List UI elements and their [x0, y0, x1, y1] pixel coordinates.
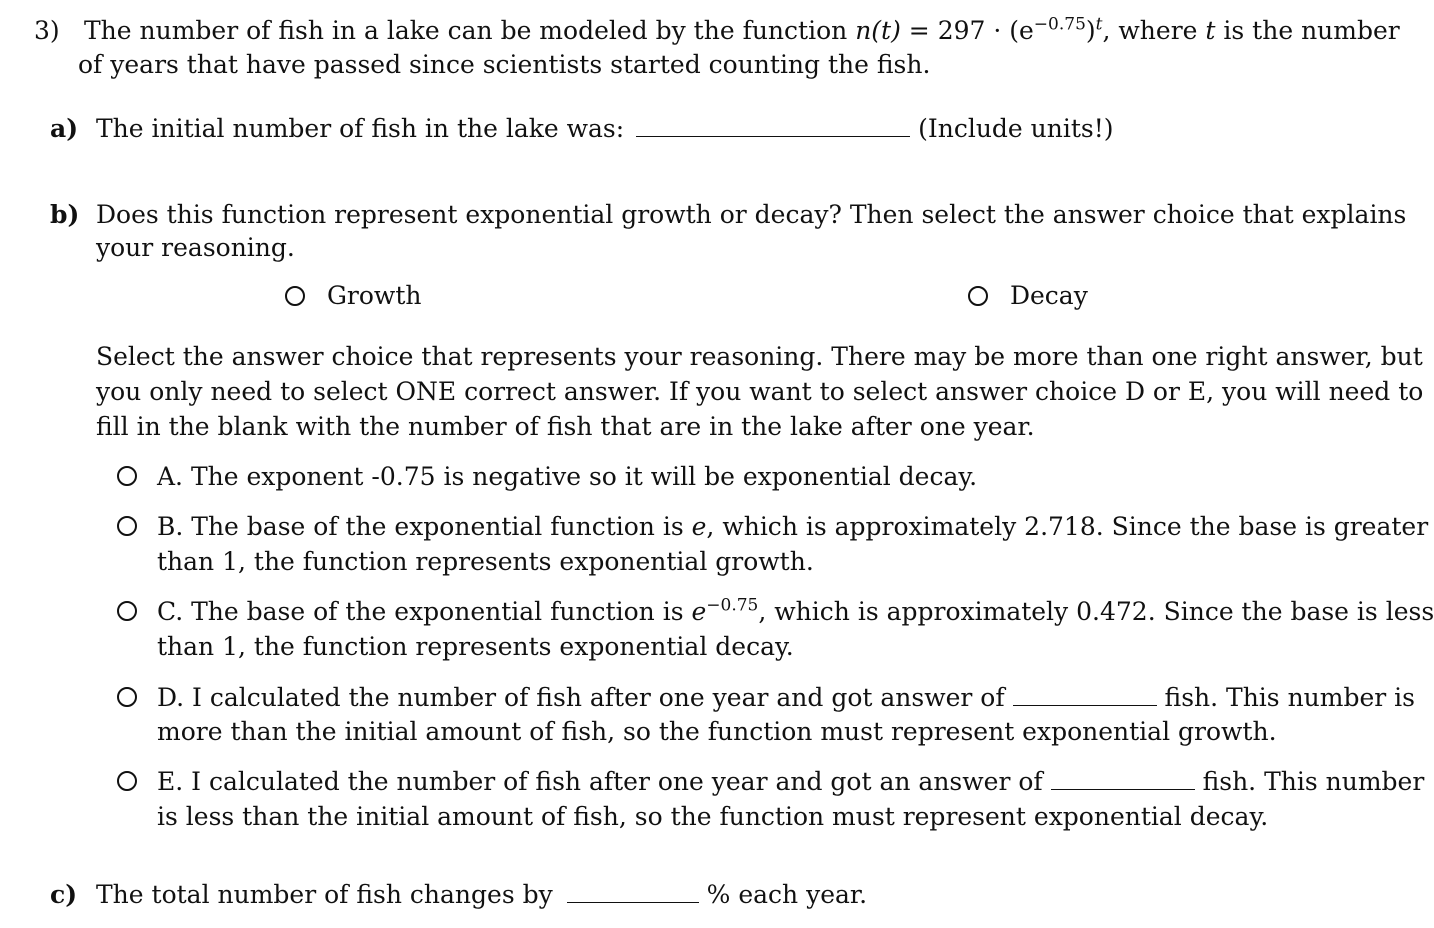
part-b-line1: Does this function represent exponential growth or decay? Then select the answer choice that explains [96, 200, 1407, 229]
initial-fish-answer-blank[interactable] [636, 135, 910, 137]
part-b-line2: your reasoning. [96, 233, 295, 262]
part-c-label: c) [50, 880, 78, 909]
choice-e-line1 [157, 767, 1424, 796]
choice-a-text: A. The exponent -0.75 is negative so it will be exponential decay. [157, 462, 978, 491]
question-number: 3) [34, 16, 60, 45]
decay-option[interactable] [968, 281, 1088, 310]
choice-b-line2: than 1, the function represents exponential growth. [157, 547, 814, 576]
choice-e-pre: E. I calculated the number of fish after one year and got an answer of [157, 767, 1043, 796]
instructions-line1: Select the answer choice that represents your reasoning. There may be more than one right answer, but [96, 342, 1423, 371]
choice-e-radio[interactable] [117, 771, 137, 791]
function-rhs: = 297 · (e [908, 16, 1034, 45]
choice-e-answer-blank[interactable] [1051, 788, 1195, 790]
question-intro-line1 [84, 16, 1400, 45]
growth-label: Growth [326, 281, 422, 310]
intro-post: is the number [1223, 16, 1400, 45]
choice-c-line1 [157, 597, 1434, 626]
choice-e-post: fish. This number [1202, 767, 1425, 796]
intro-mid: , where [1102, 16, 1198, 45]
choice-d-pre: D. I calculated the number of fish after one year and got answer of [157, 683, 1005, 712]
part-c-text: The total number of fish changes by [96, 880, 553, 909]
instructions-line2: you only need to select ONE correct answer. If you want to select answer choice D or E, you will need to [96, 377, 1424, 406]
choice-d-radio[interactable] [117, 687, 137, 707]
choice-d-line2: more than the initial amount of fish, so the function must represent exponential growth. [157, 717, 1277, 746]
growth-option[interactable] [285, 281, 421, 310]
choice-c-exponent: −0.75 [706, 595, 759, 616]
choice-a-radio[interactable] [117, 466, 137, 486]
choice-b-var: e [691, 512, 707, 541]
instructions-line3: fill in the blank with the number of fish that are in the lake after one year. [96, 412, 1035, 441]
choice-c-var: e [691, 597, 707, 626]
part-a-label: a) [50, 114, 79, 143]
function-outer-exponent: t [1095, 14, 1103, 35]
function-close-paren: ) [1085, 16, 1096, 45]
part-a-units-note: (Include units!) [918, 114, 1114, 143]
decay-radio[interactable] [968, 286, 988, 306]
choice-b-radio[interactable] [117, 516, 137, 536]
choice-b-post: , which is approximately 2.718. Since the base is greater [706, 512, 1429, 541]
function-lhs: n(t) [855, 16, 901, 45]
choice-d-line1 [157, 683, 1415, 712]
function-exponent: −0.75 [1033, 14, 1086, 35]
percent-change-answer-blank[interactable] [567, 901, 699, 903]
choice-c-radio[interactable] [117, 601, 137, 621]
intro-text: The number of fish in a lake can be modeled by the function [84, 16, 848, 45]
part-b-label: b) [50, 200, 80, 229]
part-a-question [96, 114, 1114, 143]
choice-e-line2: is less than the initial amount of fish, so the function must represent exponential decay. [157, 802, 1269, 831]
choice-b-line1 [157, 512, 1428, 541]
decay-label: Decay [1009, 281, 1088, 310]
growth-radio[interactable] [285, 286, 305, 306]
intro-variable: t [1205, 16, 1216, 45]
choice-c-post: , which is approximately 0.472. Since the base is less [758, 597, 1434, 626]
part-c-suffix: % each year. [706, 880, 868, 909]
choice-c-pre: C. The base of the exponential function is [157, 597, 684, 626]
choice-d-answer-blank[interactable] [1013, 704, 1157, 706]
part-c-question [96, 880, 867, 909]
choice-b-pre: B. The base of the exponential function is [157, 512, 684, 541]
choice-d-post: fish. This number is [1164, 683, 1415, 712]
choice-c-line2: than 1, the function represents exponential decay. [157, 632, 794, 661]
question-intro-line2: of years that have passed since scientists started counting the fish. [78, 50, 931, 79]
part-a-text: The initial number of fish in the lake was: [96, 114, 625, 143]
